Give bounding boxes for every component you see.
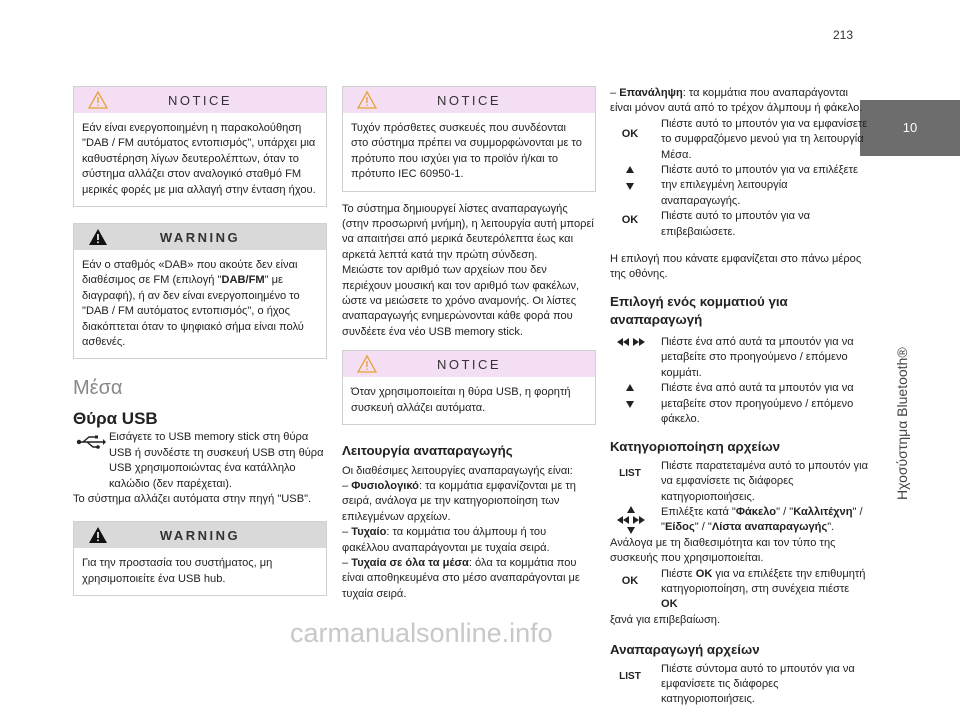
warning-box-2 <box>73 521 327 596</box>
warning-text: Εάν ο σταθμός «DAB» που ακούτε δεν είναι διαθέσιμος σε FM (επιλογή "DAB/FM" με διαγραφή), ή αν δεν είναι ενεργοποιημένο το "DAB / FM αυτόματος εντοπισμός", ο ήχος διακόπτεται όταν το ψηφιακό σήμα είναι πολύ ασθενές. <box>82 259 304 349</box>
list-item: – Τυχαίο: τα κομμάτια του άλμπουμ ή του φακέλλου αναπαράγονται με τυχαία σειρά. <box>342 526 550 554</box>
notice-label: NOTICE <box>436 93 502 108</box>
warning-text: Για την προστασία του συστήματος, μη χρησιμοποιείτε ένα USB hub. <box>82 557 273 585</box>
playfiles-heading: Αναπαραγωγή αρχείων <box>610 642 760 658</box>
sort-heading: Κατηγοριοποίηση αρχείων <box>610 439 781 455</box>
usb-text-1: Εισάγετε το USB memory stick στη θύρα USB ή συνδέστε τη συσκευή USB στη θύρα USB χρησιμοποιώντας ένα κατάλληλο καλώδιο (δεν παρέχεται). <box>109 431 324 490</box>
track-heading: Επιλογή ενός κομματιού για αναπαραγωγή <box>610 293 788 327</box>
notice-label: NOTICE <box>167 93 233 108</box>
watermark: carmanualsonline.info <box>290 618 553 648</box>
up-down-arrows-icon <box>624 164 636 192</box>
ok-button-icon: OK <box>621 127 639 140</box>
ok-confirm-instruction: OK Πιέστε αυτό το μπουτόν για να επιβεβαιώσετε. <box>610 209 868 240</box>
updown-instruction: Πιέστε αυτό το μπουτόν για να επιλέξετε την επιλεγμένη λειτουργία αναπαραγωγής. <box>610 163 868 209</box>
notice-text: Τυχόν πρόσθετες συσκευές που συνδέονται στο σύστημα πρέπει να συμμορφώνονται με το πρότυπο που ισχύει για το προϊόν ή/και το πρότυπο IEC 60950-1. <box>351 122 582 181</box>
warning-label: WARNING <box>159 528 241 544</box>
usb-icon <box>75 434 107 450</box>
section-heading-media: Μέσα <box>73 377 123 400</box>
notice-box-1 <box>73 86 327 207</box>
playfiles-instruction: LIST Πιέστε σύντομα αυτό το μπουτόν για να εμφανίσετε τις διάφορες κατηγοριοποιήσεις. <box>610 662 868 708</box>
sort-options: Επιλέξτε κατά "Φάκελο" / "Καλλιτέχνη" / "Είδος" / "Λίστα αναπαραγωγής". <box>610 505 868 536</box>
list-item: – Φυσιολογικό: τα κομμάτια εμφανίζονται με τη σειρά, ανάλογα με την κατηγοριοποίηση των επιλεγμένων αρχείων. <box>342 479 576 523</box>
notice-label: NOTICE <box>436 357 502 373</box>
folder-instruction: Πιέστε ένα από αυτά τα μπουτόν για να μεταβείτε στον προηγούμενο / επόμενο φάκελο. <box>610 381 868 427</box>
page-number: 213 <box>832 28 853 42</box>
warning-label: WARNING <box>159 230 241 246</box>
notice-text: Όταν χρησιμοποιείται η θύρα USB, η φορητή συσκευή αλλάζει αυτόματα. <box>351 386 571 414</box>
track-instruction: Πιέστε ένα από αυτά τα μπουτόν για να μεταβείτε στο προηγούμενο / επόμενο κομμάτι. <box>610 335 868 381</box>
notice-box-3 <box>342 350 596 425</box>
previous-next-icon <box>616 337 646 347</box>
sort-note: Ανάλογα με τη διαθεσιμότητα και τον τύπο της συσκευής που χρησιμοποιείται. <box>610 536 836 565</box>
selection-note: Η επιλογή που κάνατε εμφανίζεται στο πάνω μέρος της οθόνης. <box>610 253 862 281</box>
chapter-title-container <box>872 160 932 500</box>
sort-ok-tail: ξανά για επιβεβαίωση. <box>610 613 721 626</box>
up-down-arrows-icon <box>624 382 636 410</box>
usb-instructions <box>73 430 327 492</box>
paragraph: Μειώστε τον αριθμό των αρχείων που δεν περιέχουν μουσική και τον αριθμό των φακέλων, ώστε να μειώσετε το χρόνο αναμονής. Οι λίστες αναπαραγωγής ενημερώνονται κάθε φορά που συνδέετε ένα νέο USB memory stick. <box>342 264 580 338</box>
playback-heading: Λειτουργία αναπαραγωγής <box>342 443 513 459</box>
chapter-number: 10 <box>902 120 918 135</box>
paragraph: Το σύστημα δημιουργεί λίστες αναπαραγωγής (στην προσωρινή μνήμη), η λειτουργία αυτή μπορεί να απαιτήσει από μερικά δευτερόλεπτα έως και αρκετά λεπτά κατά την πρώτη σύνδεση. <box>342 202 594 261</box>
direction-pad-icon <box>616 505 646 535</box>
list-instruction: LIST Πιέστε παρατεταμένα αυτό το μπουτόν για να εμφανίσετε τις διάφορες κατηγοριοποιήσεις. <box>610 459 868 505</box>
warning-box-1 <box>73 223 327 359</box>
list-item: – Επανάληψη: τα κομμάτια που αναπαράγονται είναι μόνον αυτά από το τρέχον άλμπουμ ή φάκελο. <box>610 87 863 115</box>
chapter-tab <box>860 100 960 156</box>
ok-button-icon: OK <box>621 574 639 587</box>
right-column <box>610 86 868 708</box>
ok-button-icon: OK <box>621 214 639 227</box>
list-button-icon: LIST <box>619 467 641 479</box>
ok-instruction: OK Πιέστε αυτό το μπουτόν για να εμφανίσετε το συμφραζόμενο μενού για τη λειτουργία Μέσα. <box>610 117 868 163</box>
sort-ok-instruction: OK Πιέστε OK για να επιλέξετε την επιθυμητή κατηγοριοποίηση, στη συνέχεια πιέστε OK <box>610 567 868 613</box>
left-column <box>73 86 327 596</box>
playback-intro: Οι διαθέσιμες λειτουργίες αναπαραγωγής είναι: <box>342 464 573 477</box>
usb-text-2: Το σύστημα αλλάζει αυτόματα στην πηγή "USB". <box>73 492 312 505</box>
list-item: – Τυχαία σε όλα τα μέσα: όλα τα κομμάτια που είναι αποθηκευμένα στο μέσο αναπαράγονται με τυχαία σειρά. <box>342 556 580 600</box>
middle-column <box>342 86 596 602</box>
notice-box-2 <box>342 86 596 192</box>
notice-text: Εάν είναι ενεργοποιημένη η παρακολούθηση "DAB / FM αυτόματος εντοπισμός", υπάρχει μια καθυστέρηση λίγων δευτερολέπτων, όταν το σύστημα αλλάζει στον αναλογικό σταθμό FM μερικές φορές με μια αλλαγή στην ένταση ήχου. <box>82 122 316 196</box>
usb-heading: Θύρα USB <box>73 408 158 428</box>
chapter-title: Ηχοσύστημα Bluetooth® <box>894 347 910 500</box>
list-button-icon: LIST <box>619 670 641 682</box>
